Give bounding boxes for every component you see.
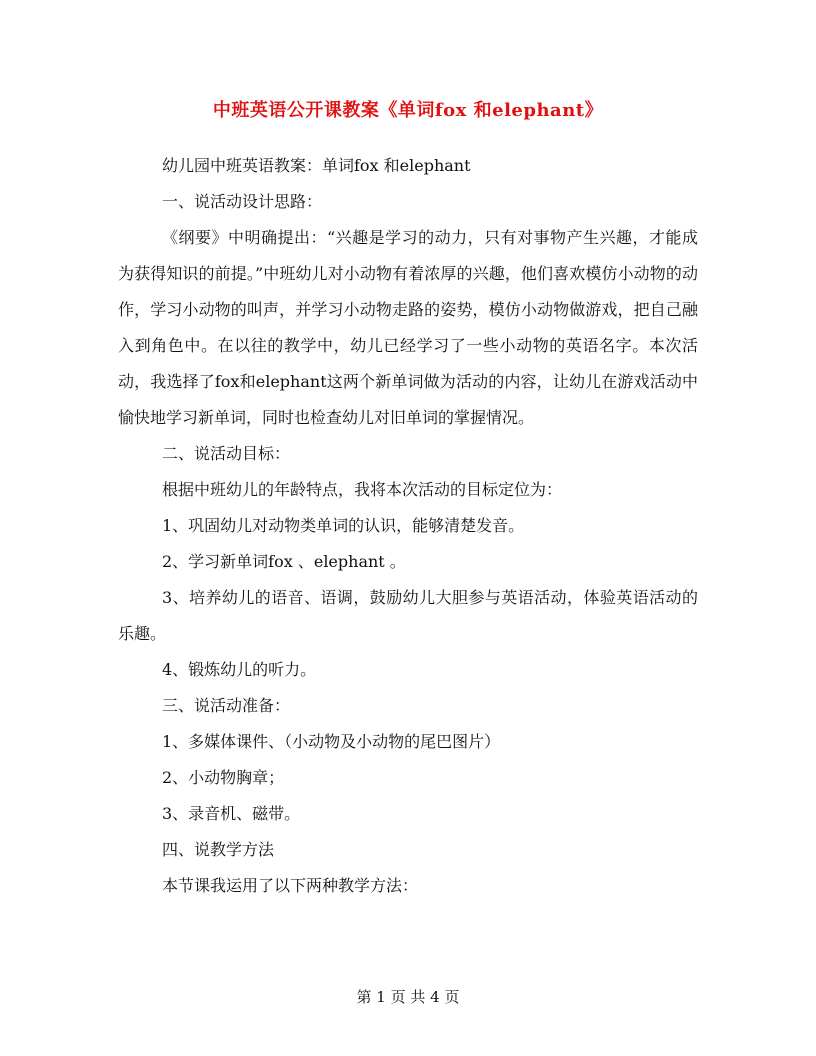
goal-item-2: 2、学习新单词fox 、elephant 。 (162, 552, 406, 571)
section-heading-preparation: 三、说活动准备： (162, 696, 291, 715)
section-heading-goals: 二、说活动目标： (162, 444, 291, 463)
section-heading-design: 一、说活动设计思路： (162, 192, 323, 211)
preparation-item-3: 3、录音机、磁带。 (162, 804, 301, 823)
preparation-item-2: 2、小动物胸章； (162, 768, 285, 787)
paragraph-subtitle: 幼儿园中班英语教案：单词fox 和elephant (162, 156, 471, 175)
goal-item-3: 3、培养幼儿的语音、语调，鼓励幼儿大胆参与英语活动，体验英语活动的乐趣。 (118, 588, 698, 643)
document-body (118, 148, 698, 904)
goal-item-4: 4、锻炼幼儿的听力。 (162, 660, 317, 679)
section-heading-methods: 四、说教学方法 (162, 840, 275, 859)
document-title: 中班英语公开课教案《单词fox 和elephant》 (212, 100, 604, 121)
goal-item-1: 1、巩固幼儿对动物类单词的认识，能够清楚发音。 (162, 516, 525, 535)
paragraph-goals-intro: 根据中班幼儿的年龄特点，我将本次活动的目标定位为： (162, 480, 563, 499)
page-footer: 第 1 页 共 4 页 (356, 988, 460, 1006)
paragraph-methods-intro: 本节课我运用了以下两种教学方法： (162, 876, 419, 895)
preparation-item-1: 1、多媒体课件、（小动物及小动物的尾巴图片） (162, 732, 501, 751)
paragraph-design-rationale: 《纲要》中明确提出：“兴趣是学习的动力，只有对事物产生兴趣，才能成为获得知识的前提。”中班幼儿对小动物有着浓厚的兴趣，他们喜欢模仿小动物的动作，学习小动物的叫声，并学习小动物走路的姿势，模仿小动物做游戏，把自己融入到角色中。在以往的教学中，幼儿已经学习了一些小动物的英语名字。本次活动，我选择了fox和elephant这两个新单词做为活动的内容，让幼儿在游戏活动中愉快地学习新单词，同时也检查幼儿对旧单词的掌握情况。 (118, 228, 698, 427)
